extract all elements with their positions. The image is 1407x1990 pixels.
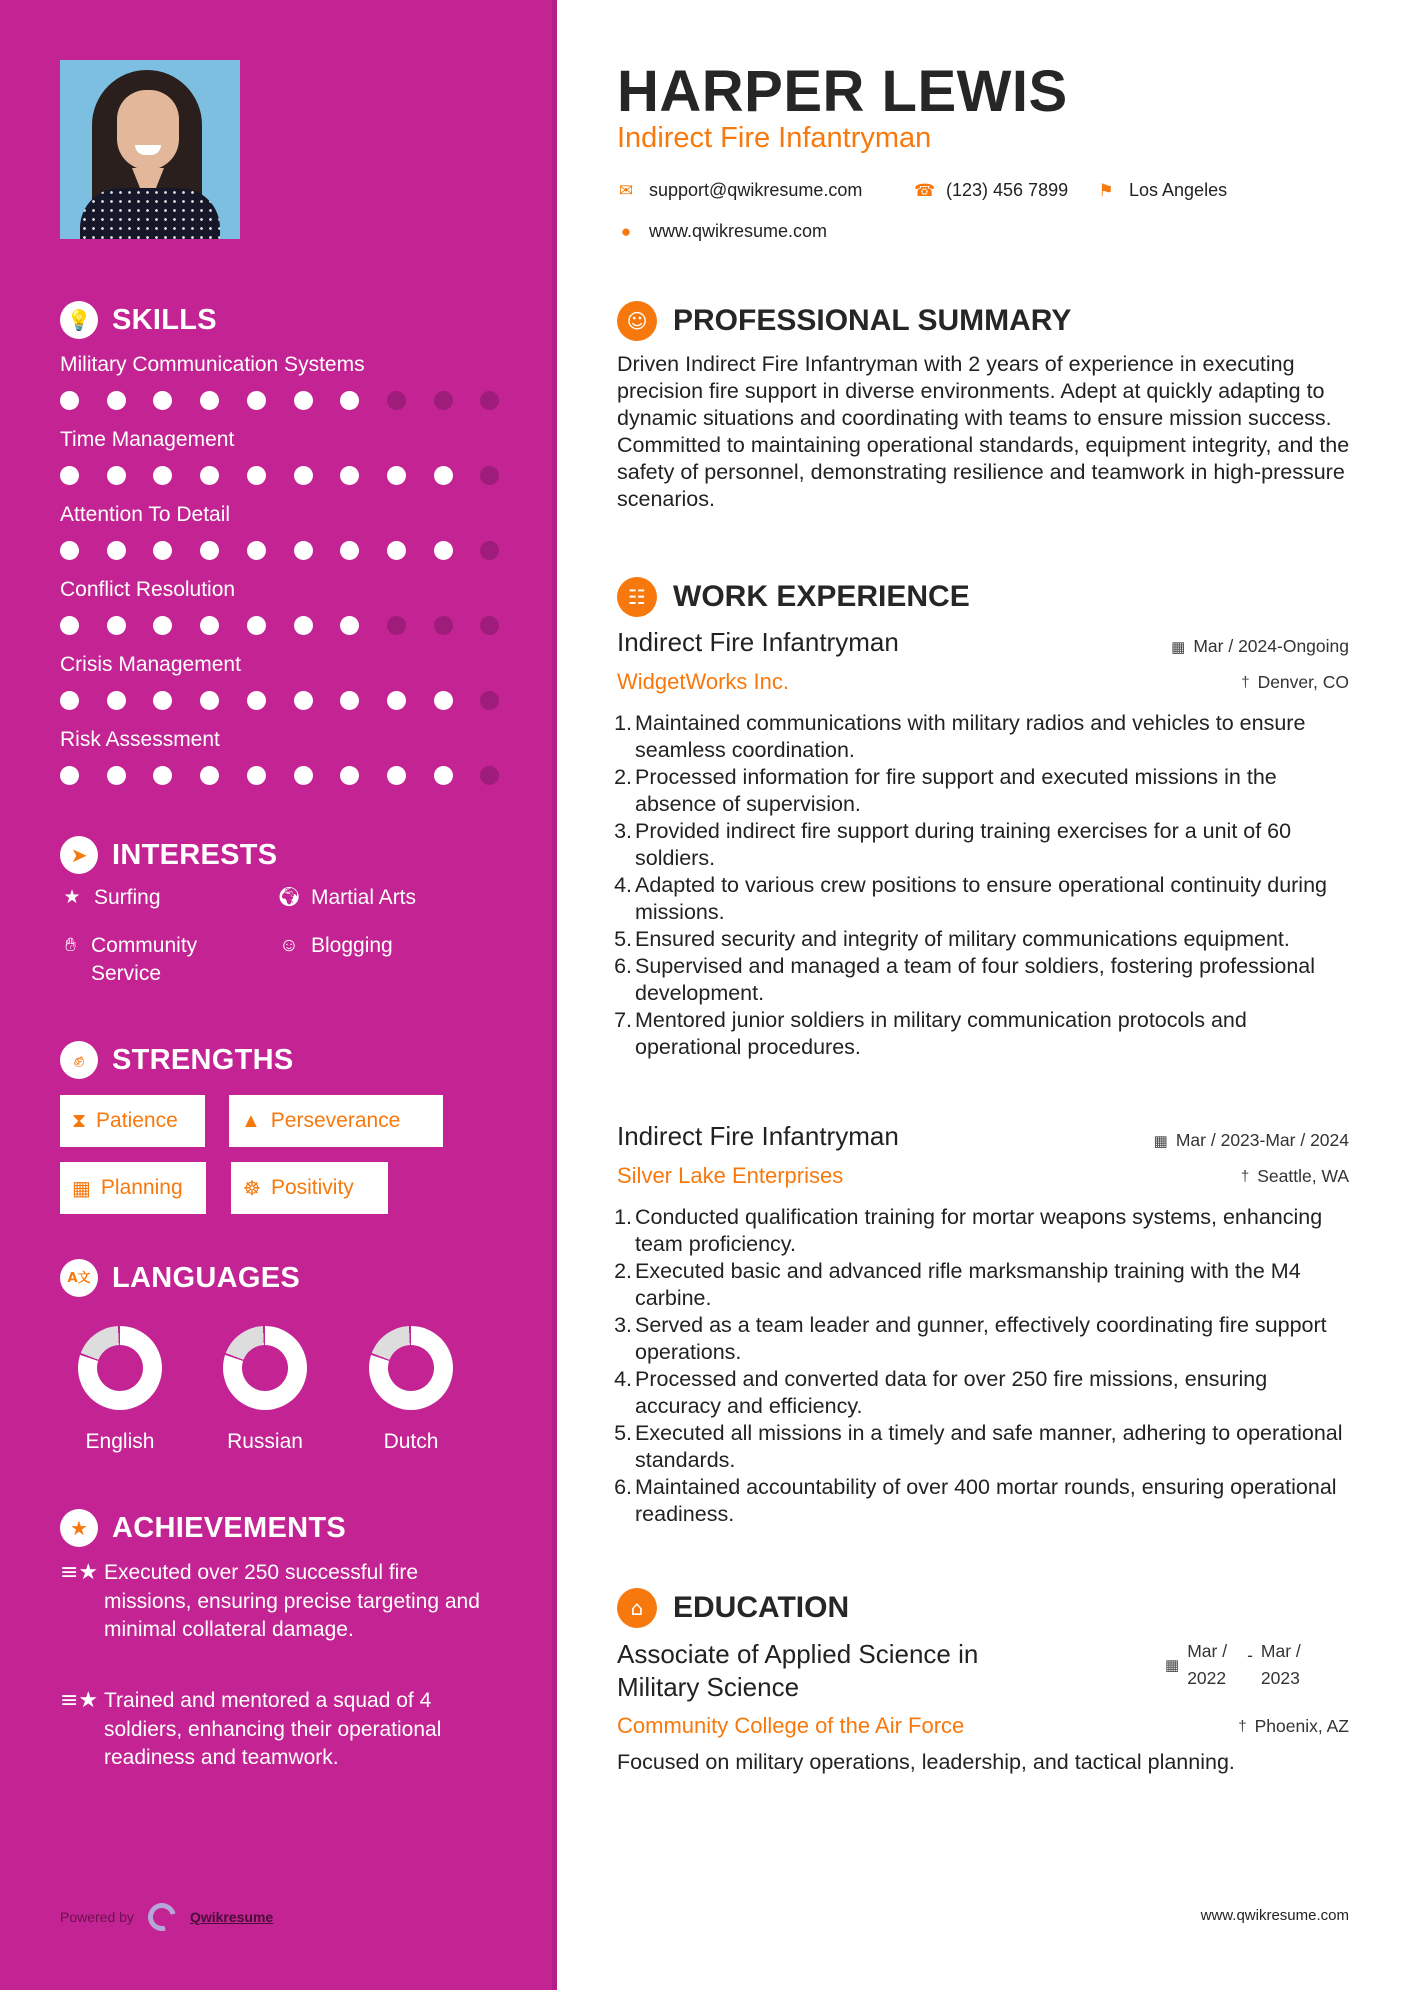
profile-photo [60, 60, 240, 239]
strengths-heading: ✊︎ STRENGTHS [60, 1041, 294, 1079]
shooting-star-icon: ★ [60, 1509, 98, 1547]
interest-item: ✋︎ Community Service [60, 932, 250, 988]
bullet-number: 4. [614, 1367, 632, 1391]
company-name: Silver Lake Enterprises [617, 1163, 844, 1188]
job-bullet [608, 1258, 1353, 1312]
rating-dot-filled [434, 541, 453, 560]
bullet-number: 2. [614, 1259, 632, 1283]
pushpin-icon: † [1240, 1168, 1250, 1185]
bullet-text: Adapted to various crew positions to ensure operational continuity during missions. [635, 873, 1327, 924]
bullet-number: 3. [614, 1313, 632, 1337]
rating-dot-empty [480, 541, 499, 560]
rating-dot-filled [153, 466, 172, 485]
skill-label: Risk Assessment [60, 728, 220, 751]
language-proficiency-donut [369, 1326, 453, 1410]
candidate-title: Indirect Fire Infantryman [617, 122, 932, 154]
rating-dot-empty [387, 391, 406, 410]
job-location: † Denver, CO [1241, 672, 1349, 692]
rating-dot-filled [340, 691, 359, 710]
bullet-text: Supervised and managed a team of four soldiers, fostering professional development. [635, 954, 1316, 1005]
skills-heading: 💡 SKILLS [60, 301, 217, 339]
skill-label: Time Management [60, 428, 235, 451]
strength-badge: ☸ Positivity [231, 1162, 388, 1214]
rating-dot-filled [200, 541, 219, 560]
globe-icon: 🌍︎ [277, 887, 302, 908]
rating-dot-filled [107, 466, 126, 485]
rating-dot-filled [340, 616, 359, 635]
phone-contact: ☎ (123) 456 7899 [914, 180, 1069, 200]
globe-icon: ● [620, 221, 632, 241]
rating-dot-filled [60, 391, 79, 410]
fist-icon: ✊︎ [60, 1041, 98, 1079]
envelope-icon: ✉ [618, 180, 634, 200]
rating-dot-filled [387, 541, 406, 560]
education-heading: ⌂ EDUCATION [617, 1588, 849, 1628]
calendar-icon: ▦ [72, 1177, 91, 1200]
rating-dot-empty [387, 616, 406, 635]
rating-dot-filled [387, 766, 406, 785]
job-bullet [608, 710, 1353, 764]
bullet-text: Executed basic and advanced rifle marksmanship training with the M4 carbine. [635, 1259, 1301, 1310]
rating-dot-filled [60, 766, 79, 785]
education-dates: ▦ Mar / 2022 - Mar / 2023 [1165, 1638, 1301, 1692]
language-proficiency-donut [223, 1326, 307, 1410]
email-link[interactable]: support@qwikresume.com [649, 180, 863, 200]
bullet-text: Maintained communications with military radios and vehicles to ensure seamless coordination. [635, 711, 1306, 762]
summary-text: Driven Indirect Fire Infantryman with 2 years of experience in executing precision fire support in diverse environments. Adept at quickly adapting to dynamic situations and coordinating with teams to ensure mission success. Committed to maintaining operational standards, equipment integrity, and the safety of personnel, demonstrating resilience and teamwork in high-pressure scenarios. [617, 352, 1350, 511]
rating-dot-empty [480, 391, 499, 410]
rating-dot-filled [434, 691, 453, 710]
rating-dot-filled [294, 391, 313, 410]
school-name: Community College of the Air Force [617, 1713, 965, 1738]
rating-dot-filled [387, 691, 406, 710]
bullet-text: Mentored junior soldiers in military communication protocols and operational procedures. [635, 1008, 1247, 1059]
rating-dot-filled [294, 691, 313, 710]
bullet-number: 6. [614, 1475, 632, 1499]
rating-dot-filled [247, 691, 266, 710]
job-dates: ▦ Mar / 2024-Ongoing [1171, 636, 1349, 656]
website-link[interactable]: www.qwikresume.com [649, 221, 828, 241]
bullet-number: 1. [614, 711, 632, 735]
rating-dot-filled [107, 691, 126, 710]
skill-label: Crisis Management [60, 653, 241, 676]
interest-item: ☺ Blogging [277, 932, 393, 960]
skill-rating [60, 541, 520, 561]
sun-icon: ☸ [243, 1177, 261, 1200]
pushpin-icon: † [1238, 1718, 1247, 1735]
rating-dot-filled [200, 391, 219, 410]
rating-dot-filled [247, 541, 266, 560]
rating-dot-filled [294, 541, 313, 560]
job-bullet [608, 1312, 1353, 1366]
interest-item: ★ Surfing [60, 884, 161, 912]
achievement-item: ≡★ Trained and mentored a squad of 4 soldiers, enhancing their operational readiness and teamwork. [60, 1687, 500, 1773]
rating-dot-filled [107, 616, 126, 635]
job-bullet [608, 1366, 1353, 1420]
strength-badge: ▲ Perseverance [229, 1095, 443, 1147]
language-label: Dutch [383, 1430, 439, 1453]
rating-dot-empty [434, 391, 453, 410]
achievement-item: ≡★ Executed over 250 successful fire missions, ensuring precise targeting and minimal collateral damage. [60, 1559, 500, 1645]
bullet-number: 5. [614, 927, 632, 951]
skill-rating [60, 391, 520, 411]
rating-dot-filled [60, 691, 79, 710]
rating-dot-filled [340, 541, 359, 560]
job-title: Indirect Fire Infantryman [617, 1121, 899, 1151]
skill-label: Conflict Resolution [60, 578, 236, 601]
degree-title: Associate of Applied Science in Military Science [617, 1639, 979, 1702]
user-icon: ☺ [617, 301, 657, 341]
bullet-number: 3. [614, 819, 632, 843]
bullet-text: Conducted qualification training for mortar weapons systems, enhancing team proficiency. [635, 1205, 1323, 1256]
job-bullet [608, 1007, 1353, 1061]
footer-website-link[interactable]: www.qwikresume.com [1200, 1907, 1349, 1924]
job-dates: ▦ Mar / 2023-Mar / 2024 [1153, 1130, 1349, 1150]
bullet-number: 7. [614, 1008, 632, 1032]
bullet-number: 6. [614, 954, 632, 978]
job-bullets [608, 710, 1353, 1061]
education-location: † Phoenix, AZ [1238, 1716, 1349, 1736]
bullet-text: Ensured security and integrity of military communications equipment. [635, 927, 1290, 951]
qwikresume-logo-icon [143, 1898, 181, 1936]
achievements-heading: ★ ACHIEVEMENTS [60, 1509, 346, 1547]
website-contact [617, 221, 827, 242]
rating-dot-empty [480, 691, 499, 710]
rating-dot-filled [153, 541, 172, 560]
shooting-star-icon: ≡★ [60, 1560, 99, 1585]
skill-rating [60, 616, 520, 636]
rating-dot-filled [247, 616, 266, 635]
rating-dot-filled [153, 691, 172, 710]
bullet-number: 4. [614, 873, 632, 897]
job-location: † Seattle, WA [1240, 1166, 1349, 1186]
map-pin-icon: ⚑ [1098, 180, 1114, 200]
pushpin-icon: † [1241, 674, 1250, 691]
hourglass-icon: ⧗ [72, 1109, 87, 1132]
bullet-number: 1. [614, 1205, 632, 1229]
rating-dot-filled [340, 766, 359, 785]
bullet-text: Served as a team leader and gunner, effectively coordinating fire support operations. [635, 1313, 1327, 1364]
job-bullet [608, 926, 1353, 953]
job-bullet [608, 1474, 1353, 1528]
skill-rating [60, 466, 520, 486]
chair-icon: ☷ [617, 577, 657, 617]
rating-dot-filled [247, 466, 266, 485]
rating-dot-filled [434, 466, 453, 485]
rating-dot-filled [247, 766, 266, 785]
rating-dot-filled [247, 391, 266, 410]
hand-icon: ✋︎ [65, 935, 76, 956]
paper-plane-icon: ➤ [60, 836, 98, 874]
rating-dot-filled [387, 466, 406, 485]
rating-dot-filled [60, 541, 79, 560]
rating-dot-filled [107, 766, 126, 785]
bullet-text: Maintained accountability of over 400 mortar rounds, ensuring operational readiness. [635, 1475, 1337, 1526]
bullet-text: Processed and converted data for over 250 fire missions, ensuring accuracy and efficiency. [635, 1367, 1268, 1418]
rating-dot-filled [200, 766, 219, 785]
bullet-text: Executed all missions in a timely and safe manner, adhering to operational standards. [635, 1421, 1343, 1472]
rating-dot-filled [60, 466, 79, 485]
candidate-name: HARPER LEWIS [617, 59, 1068, 124]
job-bullet [608, 1204, 1353, 1258]
languages-heading: A文 LANGUAGES [60, 1259, 300, 1297]
bullet-number: 2. [614, 765, 632, 789]
bullet-text: Provided indirect fire support during training exercises for a unit of 60 soldiers. [635, 819, 1292, 870]
job-bullet [608, 1420, 1353, 1474]
rating-dot-filled [153, 391, 172, 410]
job-title: Indirect Fire Infantryman [617, 627, 899, 657]
rating-dot-filled [153, 766, 172, 785]
summary-heading: ☺ PROFESSIONAL SUMMARY [617, 301, 1071, 341]
job-bullets [608, 1204, 1353, 1528]
rating-dot-empty [480, 766, 499, 785]
lightbulb-icon: 💡 [60, 301, 98, 339]
education-description: Focused on military operations, leadership, and tactical planning. [617, 1750, 1235, 1774]
star-icon: ★ [63, 887, 81, 908]
rating-dot-filled [200, 616, 219, 635]
job-bullet [608, 872, 1353, 926]
rating-dot-empty [434, 616, 453, 635]
language-label: English [85, 1430, 155, 1453]
language-label: Russian [227, 1430, 303, 1453]
bullet-text: Processed information for fire support and executed missions in the absence of supervision. [635, 765, 1277, 816]
rating-dot-filled [107, 541, 126, 560]
language-proficiency-donut [78, 1326, 162, 1410]
bullet-number: 5. [614, 1421, 632, 1445]
strength-badge: ▦ Planning [60, 1162, 206, 1214]
shooting-star-icon: ≡★ [60, 1688, 99, 1713]
rating-dot-filled [294, 766, 313, 785]
interests-heading: ➤ INTERESTS [60, 836, 277, 874]
graduate-icon: ⌂ [617, 1588, 657, 1628]
rating-dot-filled [153, 616, 172, 635]
skill-label: Attention To Detail [60, 503, 231, 526]
skill-rating [60, 691, 520, 711]
rating-dot-filled [340, 466, 359, 485]
rating-dot-filled [294, 616, 313, 635]
rating-dot-filled [107, 391, 126, 410]
interest-item: 🌍︎ Martial Arts [277, 884, 416, 912]
rating-dot-empty [480, 466, 499, 485]
location-contact: ⚑ Los Angeles [1098, 180, 1228, 200]
experience-heading: ☷ WORK EXPERIENCE [617, 577, 970, 617]
qwikresume-link[interactable]: Qwikresume [189, 1909, 274, 1925]
skill-label: Military Communication Systems [60, 353, 365, 376]
phone-icon: ☎ [914, 180, 936, 200]
skill-rating [60, 766, 520, 786]
rating-dot-filled [340, 391, 359, 410]
rating-dot-filled [434, 766, 453, 785]
rating-dot-filled [200, 691, 219, 710]
road-icon: ▲ [241, 1109, 261, 1132]
calendar-icon: ▦ [1171, 638, 1186, 656]
rating-dot-filled [60, 616, 79, 635]
company-name: WidgetWorks Inc. [617, 669, 789, 694]
email-contact [617, 180, 862, 201]
job-bullet [608, 818, 1353, 872]
job-bullet [608, 764, 1353, 818]
translate-icon: A文 [60, 1259, 98, 1297]
sidebar-edge [552, 0, 557, 1990]
rating-dot-filled [294, 466, 313, 485]
job-bullet [608, 953, 1353, 1007]
rating-dot-empty [480, 616, 499, 635]
powered-by: Powered by Qwikresume [60, 1903, 273, 1931]
calendar-icon: ▦ [1153, 1132, 1168, 1150]
calendar-icon: ▦ [1165, 1657, 1180, 1674]
strength-badge: ⧗ Patience [60, 1095, 205, 1147]
rating-dot-filled [200, 466, 219, 485]
users-icon: ☺ [279, 935, 299, 956]
